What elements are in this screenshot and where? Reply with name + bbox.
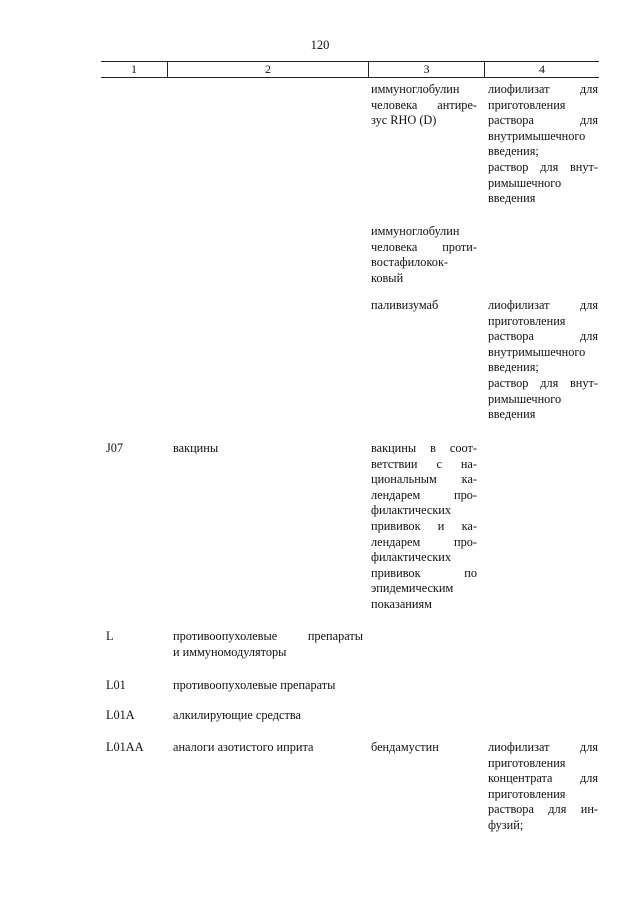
cell-line: лиофилизат для xyxy=(488,82,598,96)
cell-line: концентрата для xyxy=(488,771,598,786)
cell-line: римышечного xyxy=(488,391,562,406)
cell-group xyxy=(173,708,363,724)
table-header xyxy=(101,61,599,78)
cell-dosage-form xyxy=(488,740,598,834)
cell-inn xyxy=(371,82,477,129)
cell-text: L01 xyxy=(106,678,126,692)
cell-text: L01A xyxy=(106,708,135,722)
cell-line: востафилокок- xyxy=(371,255,449,270)
cell-line: прививок по xyxy=(371,565,477,580)
cell-inn xyxy=(371,224,477,286)
cell-line: приготовления xyxy=(488,755,566,770)
cell-text: J07 xyxy=(106,441,124,455)
cell-dosage-form xyxy=(488,298,598,423)
cell-line: приготовления xyxy=(488,97,566,112)
cell-line: вакцины в соот- xyxy=(371,441,477,455)
cell-line: введения xyxy=(488,407,536,422)
cell-group xyxy=(173,740,363,756)
cell-line: раствор для внут- xyxy=(488,159,598,174)
cell-line: лиофилизат для xyxy=(488,298,598,312)
cell-group xyxy=(173,629,363,660)
cell-code xyxy=(106,708,162,724)
header-col-4: 4 xyxy=(484,62,599,77)
cell-line: филактических xyxy=(371,503,452,518)
cell-line: лиофилизат для xyxy=(488,740,598,754)
cell-line: человека проти- xyxy=(371,239,477,254)
cell-line: аналоги азотистого иприта xyxy=(173,740,314,754)
cell-group xyxy=(173,441,363,457)
cell-line: приготовления xyxy=(488,313,566,328)
cell-line: раствора для xyxy=(488,113,598,128)
cell-line: зус RHO (D) xyxy=(371,113,437,128)
cell-line: лендарем про- xyxy=(371,534,477,549)
header-col-3: 3 xyxy=(368,62,484,77)
cell-line: бендамустин xyxy=(371,740,439,754)
cell-line: введения; xyxy=(488,144,539,159)
cell-group xyxy=(173,678,363,694)
cell-code xyxy=(106,678,162,694)
cell-line: филактических xyxy=(371,550,452,565)
cell-code xyxy=(106,740,162,756)
cell-code xyxy=(106,629,162,645)
cell-line: раствора для ин- xyxy=(488,802,598,817)
cell-line: прививок и ка- xyxy=(371,518,477,533)
cell-line: римышечного xyxy=(488,175,562,190)
cell-line: паливизумаб xyxy=(371,298,439,312)
cell-line: циональным ка- xyxy=(371,472,477,487)
cell-line: эпидемическим xyxy=(371,581,454,596)
cell-line: приготовления xyxy=(488,786,566,801)
cell-line: ветствии с на- xyxy=(371,456,477,471)
cell-line: внутримышечного xyxy=(488,344,586,359)
cell-line: человека антире- xyxy=(371,97,477,112)
cell-line: лендарем про- xyxy=(371,487,477,502)
cell-line: вакцины xyxy=(173,441,219,455)
cell-line: введения xyxy=(488,191,536,206)
cell-line: противоопухолевые препараты xyxy=(173,678,336,692)
cell-line: ковый xyxy=(371,270,404,285)
cell-inn xyxy=(371,298,477,314)
header-col-2: 2 xyxy=(167,62,368,77)
cell-line: противоопухолевые препараты xyxy=(173,629,363,643)
cell-inn xyxy=(371,441,477,613)
cell-text: L01AA xyxy=(106,740,144,754)
header-col-1: 1 xyxy=(131,62,137,76)
cell-line: показаниям xyxy=(371,596,432,611)
cell-line: алкилирующие средства xyxy=(173,708,301,722)
cell-line: раствора для xyxy=(488,329,598,344)
cell-line: внутримышечного xyxy=(488,128,586,143)
cell-code xyxy=(106,441,162,457)
cell-dosage-form xyxy=(488,82,598,207)
page-number: 120 xyxy=(310,38,330,52)
cell-line: иммуноглобулин xyxy=(371,82,460,96)
cell-line: иммуноглобулин xyxy=(371,224,460,238)
cell-inn xyxy=(371,740,477,756)
cell-line: введения; xyxy=(488,360,539,375)
cell-line: и иммуномодуляторы xyxy=(173,644,287,659)
cell-line: фузий; xyxy=(488,817,524,832)
drug-table xyxy=(101,61,599,78)
cell-text: L xyxy=(106,629,114,643)
cell-line: раствор для внут- xyxy=(488,375,598,390)
